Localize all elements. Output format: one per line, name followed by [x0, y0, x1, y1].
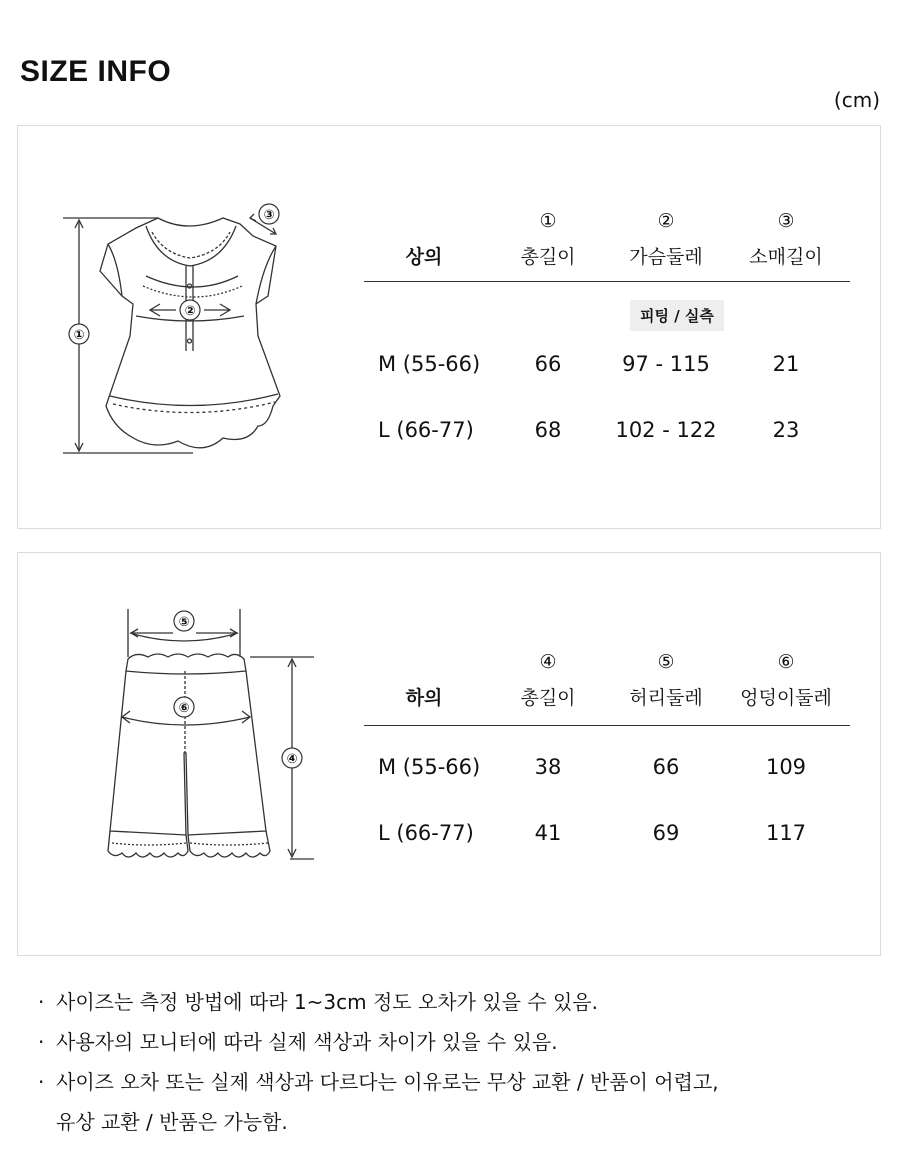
size-l-label: L (66-77) — [378, 418, 474, 442]
size-m-label: M (55-66) — [378, 352, 481, 376]
col-waist: 허리둘레 — [629, 687, 703, 709]
col-num-5: ⑤ — [657, 651, 675, 673]
size-l-label: L (66-77) — [378, 821, 474, 845]
note-text: 사이즈 오차 또는 실제 색상과 다르다는 이유로는 무상 교환 / 반품이 어렵고, — [56, 1070, 719, 1094]
size-notes — [38, 982, 719, 1142]
cell-m-sleeve: 21 — [772, 352, 800, 376]
bullet: · — [38, 1070, 45, 1094]
note-item — [38, 1022, 719, 1062]
bullet: · — [38, 990, 45, 1014]
pants-illustration — [18, 553, 348, 957]
header-divider — [364, 725, 850, 726]
note-item-continued — [38, 1102, 719, 1142]
bottom-size-panel — [17, 552, 881, 956]
cell-l-length: 41 — [534, 821, 562, 845]
note-text: 유상 교환 / 반품은 가능함. — [56, 1110, 288, 1134]
col-num-6: ⑥ — [777, 651, 795, 673]
page-title: SIZE INFO — [20, 55, 172, 88]
bottom-category-label: 하의 — [405, 687, 443, 709]
note-item — [38, 1062, 719, 1102]
cell-l-waist: 69 — [652, 821, 680, 845]
bottom-size-table — [364, 553, 850, 957]
top-garment-illustration — [18, 126, 348, 530]
cell-l-hip: 117 — [765, 821, 807, 845]
marker-2: ② — [184, 304, 196, 319]
cell-m-hip: 109 — [765, 755, 807, 779]
col-length: 총길이 — [520, 246, 576, 268]
col-sleeve: 소매길이 — [749, 246, 823, 268]
cell-m-waist: 66 — [652, 755, 680, 779]
col-hip: 엉덩이둘레 — [740, 687, 832, 709]
cell-l-sleeve: 23 — [772, 418, 800, 442]
col-num-3: ③ — [777, 210, 795, 232]
size-m-label: M (55-66) — [378, 755, 481, 779]
cell-l-chest: 102 - 122 — [615, 418, 717, 442]
top-category-label: 상의 — [405, 246, 443, 268]
note-text: 사이즈는 측정 방법에 따라 1~3cm 정도 오차가 있을 수 있음. — [56, 990, 598, 1014]
bullet: · — [38, 1030, 45, 1054]
marker-3: ③ — [263, 208, 275, 223]
marker-5: ⑤ — [178, 615, 190, 630]
col-num-1: ① — [539, 210, 557, 232]
marker-1: ① — [73, 328, 85, 343]
col-num-4: ④ — [539, 651, 557, 673]
header-divider — [364, 281, 850, 282]
top-size-panel — [17, 125, 881, 529]
top-size-table — [364, 126, 850, 530]
cell-m-chest: 97 - 115 — [622, 352, 710, 376]
unit-label: (cm) — [833, 88, 880, 112]
cell-m-length: 66 — [534, 352, 562, 376]
fit-note-badge: 피팅 / 실측 — [630, 300, 724, 331]
note-item — [38, 982, 719, 1022]
marker-6: ⑥ — [178, 701, 190, 716]
col-pants-length: 총길이 — [520, 687, 576, 709]
note-text: 사용자의 모니터에 따라 실제 색상과 차이가 있을 수 있음. — [56, 1030, 558, 1054]
cell-l-length: 68 — [534, 418, 562, 442]
marker-4: ④ — [286, 752, 298, 767]
col-chest: 가슴둘레 — [629, 246, 703, 268]
cell-m-length: 38 — [534, 755, 562, 779]
col-num-2: ② — [657, 210, 675, 232]
